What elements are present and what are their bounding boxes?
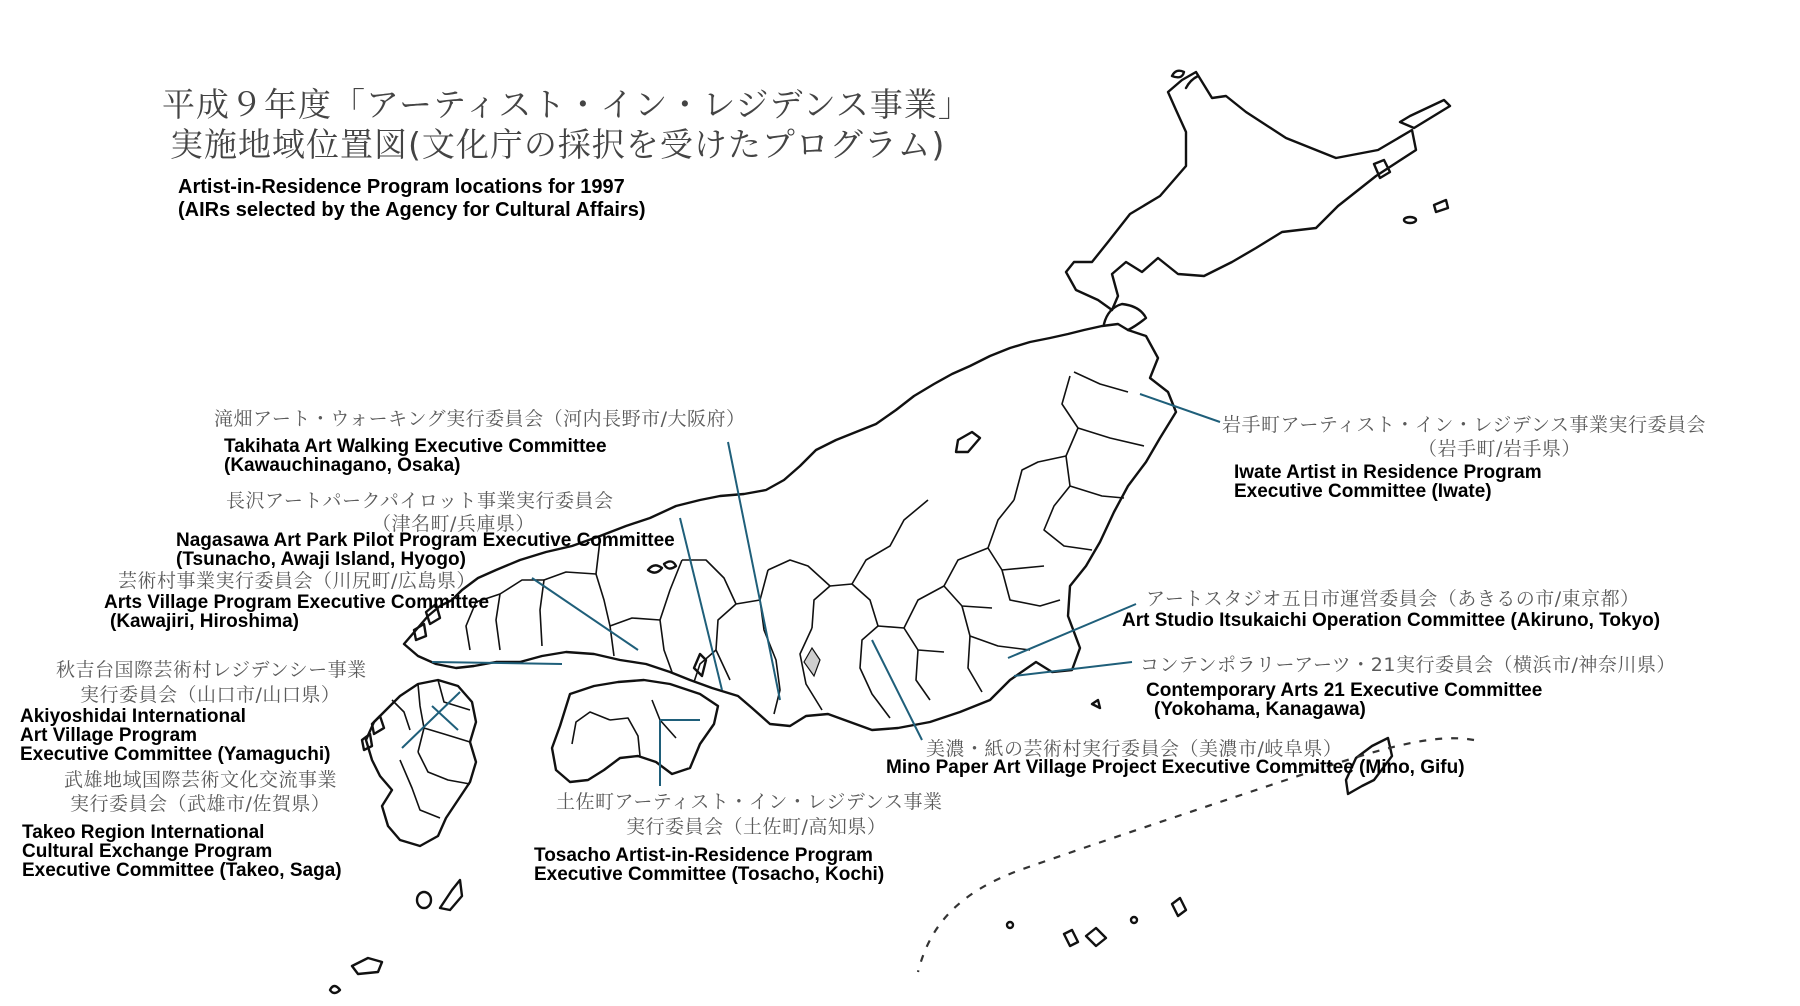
mino-jp-name: 美濃・紙の芸術村実行委員会（美濃市/岐阜県） [926, 738, 1343, 760]
iwate-jp-name: 岩手町アーティスト・イン・レジデンス事業実行委員会 [1222, 414, 1706, 436]
tosacho-jp-name: 土佐町アーティスト・イン・レジデンス事業 [556, 791, 943, 813]
takeo-en-line3: Executive Committee (Takeo, Saga) [22, 860, 342, 881]
nagasawa-en-location: (Tsunacho, Awaji Island, Hyogo) [176, 549, 466, 570]
leader-line-takeo-a [402, 692, 460, 748]
leader-line-iwate [1140, 394, 1220, 422]
takihata-jp-name: 滝畑アート・ウォーキング実行委員会（河内長野市/大阪府） [214, 408, 746, 430]
takeo-en-line2: Cultural Exchange Program [22, 841, 273, 862]
title-jp-line1: 平成９年度「アーティスト・イン・レジデンス事業」 [162, 85, 972, 124]
takeo-jp-location: 実行委員会（武雄市/佐賀県） [70, 793, 331, 815]
takihata-en-location: (Kawauchinagano, Osaka) [224, 455, 461, 476]
akiyoshidai-en-line2: Art Village Program [20, 725, 198, 746]
nagasawa-jp-location: （津名町/兵庫県） [372, 513, 535, 535]
leader-line-arts-village [532, 578, 638, 650]
leader-line-akiyoshidai [432, 662, 562, 664]
title-jp-line2: 実施地域位置図(文化庁の採択を受けたプログラム) [170, 125, 946, 164]
arts-village-en-name: Arts Village Program Executive Committee [104, 592, 490, 613]
tosacho-jp-location: 実行委員会（土佐町/高知県） [626, 816, 887, 838]
itsukaichi-jp-name: アートスタジオ五日市運営委員会（あきるの市/東京都） [1146, 588, 1640, 610]
nagasawa-jp-name: 長沢アートパークパイロット事業実行委員会 [226, 490, 614, 512]
leader-line-contemporary [1014, 662, 1132, 676]
akiyoshidai-en-line1: Akiyoshidai International [20, 706, 246, 727]
takeo-en-line1: Takeo Region International [22, 822, 265, 843]
iwate-jp-location: （岩手町/岩手県） [1418, 438, 1581, 460]
takihata-en-name: Takihata Art Walking Executive Committee [224, 436, 607, 457]
arts-village-jp-name: 芸術村事業実行委員会（川尻町/広島県） [118, 570, 476, 592]
title-en-line2: (AIRs selected by the Agency for Cultural Affairs) [178, 199, 646, 221]
akiyoshidai-en-line3: Executive Committee (Yamaguchi) [20, 744, 331, 765]
title-en-line1: Artist-in-Residence Program locations for 1997 [178, 176, 625, 198]
leader-line-takeo-b [432, 706, 458, 730]
leader-line-nagasawa [680, 518, 722, 690]
iwate-en-line2: Executive Committee (Iwate) [1234, 481, 1492, 502]
leader-line-takihata [728, 442, 780, 700]
iwate-en-line1: Iwate Artist in Residence Program [1234, 462, 1542, 483]
tosacho-en-line1: Tosacho Artist-in-Residence Program [534, 845, 873, 866]
itsukaichi-en-name: Art Studio Itsukaichi Operation Committee (Akiruno, Tokyo) [1122, 610, 1661, 631]
mino-en-name: Mino Paper Art Village Project Executive Committee (Mino, Gifu) [886, 757, 1465, 778]
akiyoshidai-jp-location: 実行委員会（山口市/山口県） [80, 684, 341, 706]
contemporary-en-location: (Yokohama, Kanagawa) [1154, 699, 1366, 720]
leader-line-itsukaichi [1008, 604, 1136, 658]
contemporary-en-name: Contemporary Arts 21 Executive Committee [1146, 680, 1543, 701]
leader-line-mino [872, 640, 922, 740]
nagasawa-en-name: Nagasawa Art Park Pilot Program Executive Committee [176, 530, 675, 551]
contemporary-jp-name: コンテンポラリーアーツ・21実行委員会（横浜市/神奈川県） [1140, 654, 1676, 676]
takeo-jp-name: 武雄地域国際芸術文化交流事業 [64, 769, 338, 791]
arts-village-en-location: (Kawajiri, Hiroshima) [110, 611, 299, 632]
tosacho-en-line2: Executive Committee (Tosacho, Kochi) [534, 864, 885, 885]
akiyoshidai-jp-name: 秋吉台国際芸術村レジデンシー事業 [56, 659, 367, 681]
